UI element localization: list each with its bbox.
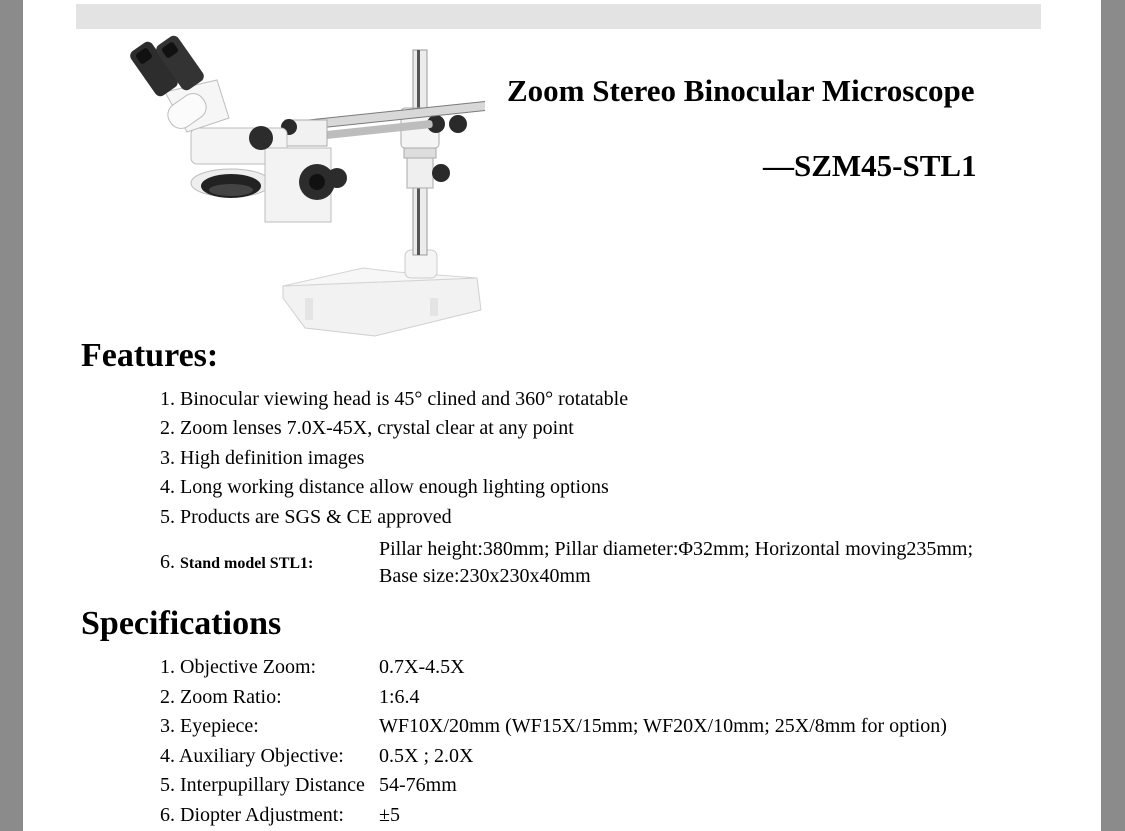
feature-item: 2. Zoom lenses 7.0X-45X, crystal clear at any point	[160, 417, 574, 439]
microscope-image	[105, 28, 485, 340]
feature-item: 5. Products are SGS & CE approved	[160, 506, 452, 528]
spec-label: 5. Interpupillary Distance	[160, 774, 365, 796]
top-header-bar	[76, 4, 1041, 29]
spec-value: 0.5X ; 2.0X	[379, 745, 474, 767]
spec-value: 0.7X-4.5X	[379, 656, 465, 678]
spec-value: WF10X/20mm (WF15X/15mm; WF20X/10mm; 25X/8mm for option)	[379, 715, 947, 737]
spec-label: 6. Diopter Adjustment:	[160, 804, 344, 826]
stand-feature-label: Stand model STL1:	[180, 555, 314, 572]
stand-feature-item	[160, 550, 313, 576]
spec-label: 2. Zoom Ratio:	[160, 686, 282, 708]
product-model: —SZM45-STL1	[763, 148, 977, 183]
feature-item: 4. Long working distance allow enough lighting options	[160, 476, 609, 498]
spec-label: 3. Eyepiece:	[160, 715, 259, 737]
stand-detail-line: Base size:230x230x40mm	[379, 565, 591, 587]
spec-label: 1. Objective Zoom:	[160, 656, 317, 678]
features-heading: Features:	[81, 337, 219, 374]
spec-value: ±5	[379, 804, 400, 826]
spec-value: 54-76mm	[379, 774, 457, 796]
product-title: Zoom Stereo Binocular Microscope	[507, 73, 975, 108]
feature-item: 3. High definition images	[160, 447, 365, 469]
feature-item: 1. Binocular viewing head is 45° clined and 360° rotatable	[160, 388, 629, 410]
stand-feature-number: 6.	[160, 551, 180, 573]
spec-value: 1:6.4	[379, 686, 420, 708]
document-page	[23, 0, 1101, 831]
spec-label: 4. Auxiliary Objective:	[160, 745, 344, 767]
specifications-heading: Specifications	[81, 605, 282, 642]
stand-detail-line: Pillar height:380mm; Pillar diameter:Φ32mm; Horizontal moving235mm;	[379, 538, 973, 560]
